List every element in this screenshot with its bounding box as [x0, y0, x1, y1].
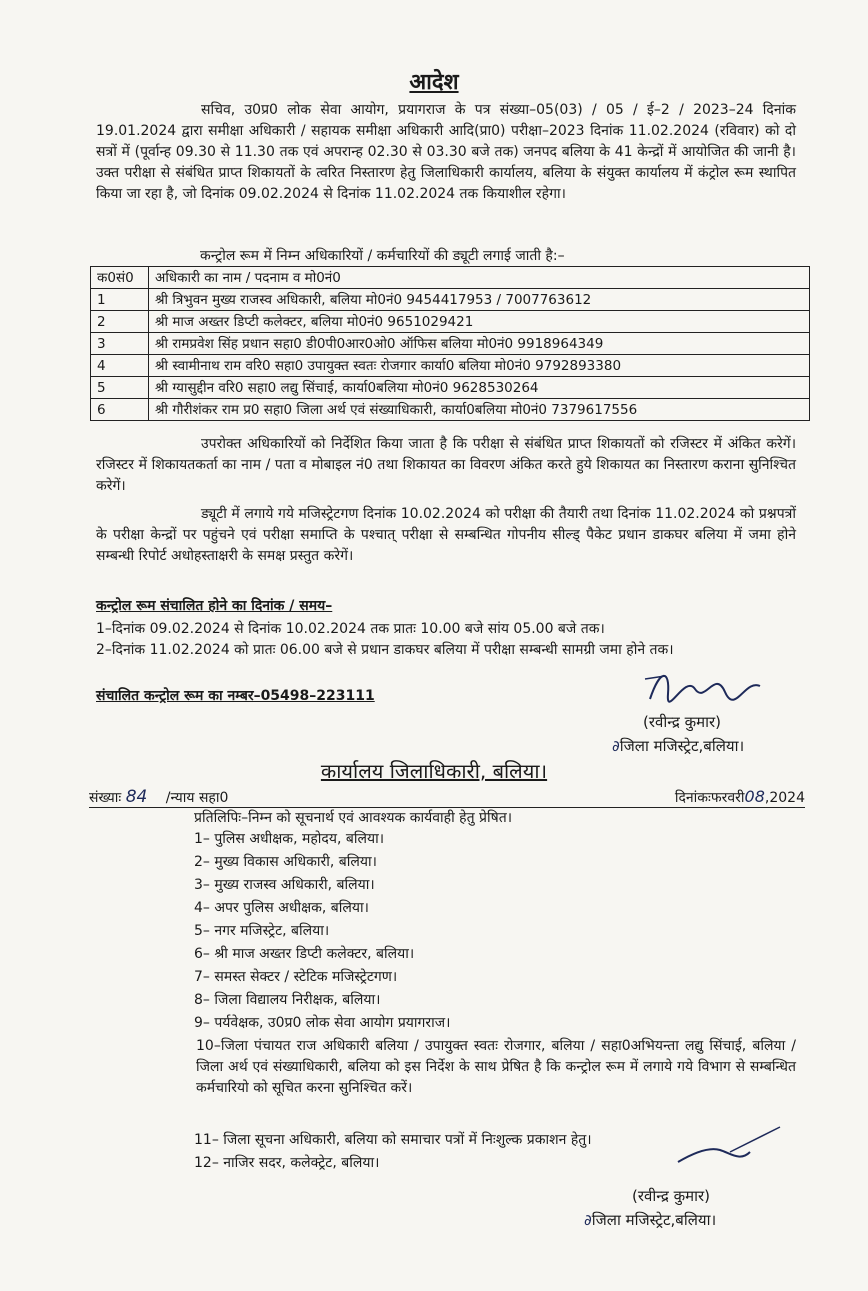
list-item: 5– नगर मजिस्ट्रेट, बलिया। [194, 923, 330, 939]
table-row [91, 289, 810, 311]
ref-section: /न्याय सहा0 [165, 790, 229, 806]
table-header-row [91, 267, 810, 289]
list-item: 4– अपर पुलिस अधीक्षक, बलिया। [194, 900, 369, 916]
officer-table [90, 266, 810, 421]
list-item: 7– समस्त सेक्टर / स्टेटिक मजिस्ट्रेटगण। [194, 969, 398, 985]
signature-scribble-icon [670, 1122, 790, 1177]
signature-scribble-icon [640, 664, 770, 714]
document-date [675, 787, 805, 807]
table-row [91, 355, 810, 377]
ref-number-handwritten: 84 [125, 787, 148, 807]
duty-paragraph: ड्यूटी में लगाये गये मजिस्ट्रेटगण दिनांक 10.02.2024 को परीक्षा की तैयारी तथा दिनांक 11.02.2024 को प्रश्नपत्रों के परीक्षा केन्द्रों पर पहुंचने एवं परीक्षा समाप्ति के पश्चात् परीक्षा से सम्बन्धित गोपनीय सील्ड् पैकेट प्रधान डाकघर बलिया में जमा होने सम्बन्धी रिपोर्ट अधोहस्ताक्षरी के समक्ष प्रस्तुत करेगें। [96, 506, 796, 564]
initial-mark-icon: ∂ [584, 1211, 592, 1229]
schedule-heading: कन्ट्रोल रूम संचालित होने का दिनांक / समय– [96, 598, 333, 614]
table-row [91, 399, 810, 421]
instructions-paragraph: उपरोक्त अधिकारियों को निर्देशित किया जाता है कि परीक्षा से संबंधित प्राप्त शिकायतों को रजिस्टर में अंकित करेगें। रजिस्टर में शिकायतकर्ता का नाम / पता व मोबाइल नं0 तथा शिकायत का विवरण अंकित करते हुये शिकायत का निस्तारण कराना सुनिश्चित करेगें। [96, 436, 796, 494]
list-item: 1– पुलिस अधीक्षक, महोदय, बलिया। [194, 831, 385, 847]
table-cell: श्री गौरीशंकर राम प्र0 सहा0 जिला अर्थ एवं संख्याधिकारी, कार्या0बलिया मो0नं0 7379617556 [149, 399, 810, 421]
signature-1-name: (रवीन्द्र कुमार) [643, 713, 721, 731]
copy-intro: प्रतिलिपिः–निम्न को सूचनार्थ एवं आवश्यक कार्यवाही हेतु प्रेषित। [194, 810, 512, 826]
table-cell: 2 [91, 311, 149, 333]
table-row [91, 377, 810, 399]
signature-2-designation-text: जिला मजिस्ट्रेट,बलिया। [591, 1211, 717, 1229]
table-row [91, 333, 810, 355]
table-cell: श्री ग्यासुद्दीन वरि0 सहा0 लद्यु सिंचाई, कार्या0बलिया मो0नं0 9628530264 [149, 377, 810, 399]
table-cell: 4 [91, 355, 149, 377]
table-cell: 6 [91, 399, 149, 421]
date-handwritten: 08 [744, 787, 765, 806]
intro-paragraph: सचिव, उ0प्र0 लोक सेवा आयोग, प्रयागराज के पत्र संख्या–05(03) / 05 / ई–2 / 2023–24 दिनांक 19.01.2024 द्वारा समीक्षा अधिकारी / सहायक समीक्षा अधिकारी आदि(प्रा0) परीक्षा–2023 दिनांक 11.02.2024 (रविवार) को दो सत्रों में (पूर्वान्ह 09.30 से 11.30 तक एवं अपरान्ह 02.30 से 03.30 बजे तक) जनपद बलिया के 41 केन्द्रों में आयोजित की जानी है। उक्त परीक्षा से संबंधित प्राप्त शिकायतों के त्वरित निस्तारण हेतु जिलाधिकारी कार्यालय, बलिया के संयुक्त कार्यालय में कंट्रोल रूम स्थापित किया जा रहा है, जो दिनांक 09.02.2024 से दिनांक 11.02.2024 तक कियाशील रहेगा। [96, 102, 796, 202]
ref-number-label: संख्याः [89, 790, 122, 806]
signature-1-designation [612, 736, 744, 756]
table-cell: श्री माज अख्तर डिप्टी कलेक्टर, बलिया मो0नं0 9651029421 [149, 311, 810, 333]
schedule-item-1: 1–दिनांक 09.02.2024 से दिनांक 10.02.2024 तक प्रातः 10.00 बजे सांय 05.00 बजे तक। [96, 621, 605, 637]
table-cell: श्री त्रिभुवन मुख्य राजस्व अधिकारी, बलिया मो0नं0 9454417953 / 7007763612 [149, 289, 810, 311]
list-item: 9– पर्यवेक्षक, उ0प्र0 लोक सेवा आयोग प्रयागराज। [194, 1015, 451, 1031]
list-item: 8– जिला विद्यालय निरीक्षक, बलिया। [194, 992, 381, 1008]
table-header-cell: अधिकारी का नाम / पदनाम व मो0नं0 [149, 267, 810, 289]
date-label: दिनांकःफरवरी [674, 790, 745, 806]
control-room-number: संचालित कन्ट्रोल रूम का नम्बर–05498–223111 [96, 688, 375, 704]
signature-1-designation-text: जिला मजिस्ट्रेट,बलिया। [619, 737, 745, 755]
list-item: 3– मुख्य राजस्व अधिकारी, बलिया। [194, 877, 375, 893]
copy-item-10: 10–जिला पंचायत राज अधिकारी बलिया / उपायुक्त स्वतः रोजगार, बलिया / सहा0अभियन्ता लद्यु सिंचाई, बलिया / जिला अर्थ एवं संख्याधिकारी, बलिया को इस निर्देश के साथ प्रेषित है कि कन्ट्रोल रूम में लगाये गये विभाग से सम्बन्धित कर्मचारियो को सूचित करना सुनिश्चित करें। [196, 1038, 796, 1096]
list-item: 2– मुख्य विकास अधिकारी, बलिया। [194, 854, 377, 870]
table-cell: 3 [91, 333, 149, 355]
table-cell: श्री रामप्रवेश सिंह प्रधान सहा0 डी0पी0आर0ओ0 ऑफिस बलिया मो0नं0 9918964349 [149, 333, 810, 355]
schedule-item-2: 2–दिनांक 11.02.2024 को प्रातः 06.00 बजे से प्रधान डाकघर बलिया में परीक्षा सम्बन्धी सामग्री जमा होने तक। [96, 642, 674, 658]
signature-2-designation [584, 1210, 716, 1230]
reference-line [89, 787, 805, 808]
date-year: ,2024 [764, 790, 805, 806]
table-cell: 5 [91, 377, 149, 399]
copy-item-11: 11– जिला सूचना अधिकारी, बलिया को समाचार पत्रों में निःशुल्क प्रकाशन हेतु। [194, 1132, 592, 1148]
table-header-cell: क0सं0 [91, 267, 149, 289]
table-row [91, 311, 810, 333]
table-caption: कन्ट्रोल रूम में निम्न अधिकारियों / कर्मचारियों की ड्यूटी लगाई जाती है:– [200, 248, 565, 264]
initial-mark-icon: ∂ [612, 737, 620, 755]
list-item: 6– श्री माज अख्तर डिप्टी कलेक्टर, बलिया। [194, 946, 415, 962]
copy-item-12: 12– नाजिर सदर, कलेक्ट्रेट, बलिया। [194, 1155, 380, 1171]
signature-2-name: (रवीन्द्र कुमार) [632, 1187, 710, 1205]
document-title: आदेश [409, 70, 459, 95]
table-cell: श्री स्वामीनाथ राम वरि0 सहा0 उपायुक्त स्वतः रोजगार कार्या0 बलिया मो0नं0 9792893380 [149, 355, 810, 377]
table-cell: 1 [91, 289, 149, 311]
office-heading: कार्यालय जिलाधिकारी, बलिया। [320, 759, 548, 783]
